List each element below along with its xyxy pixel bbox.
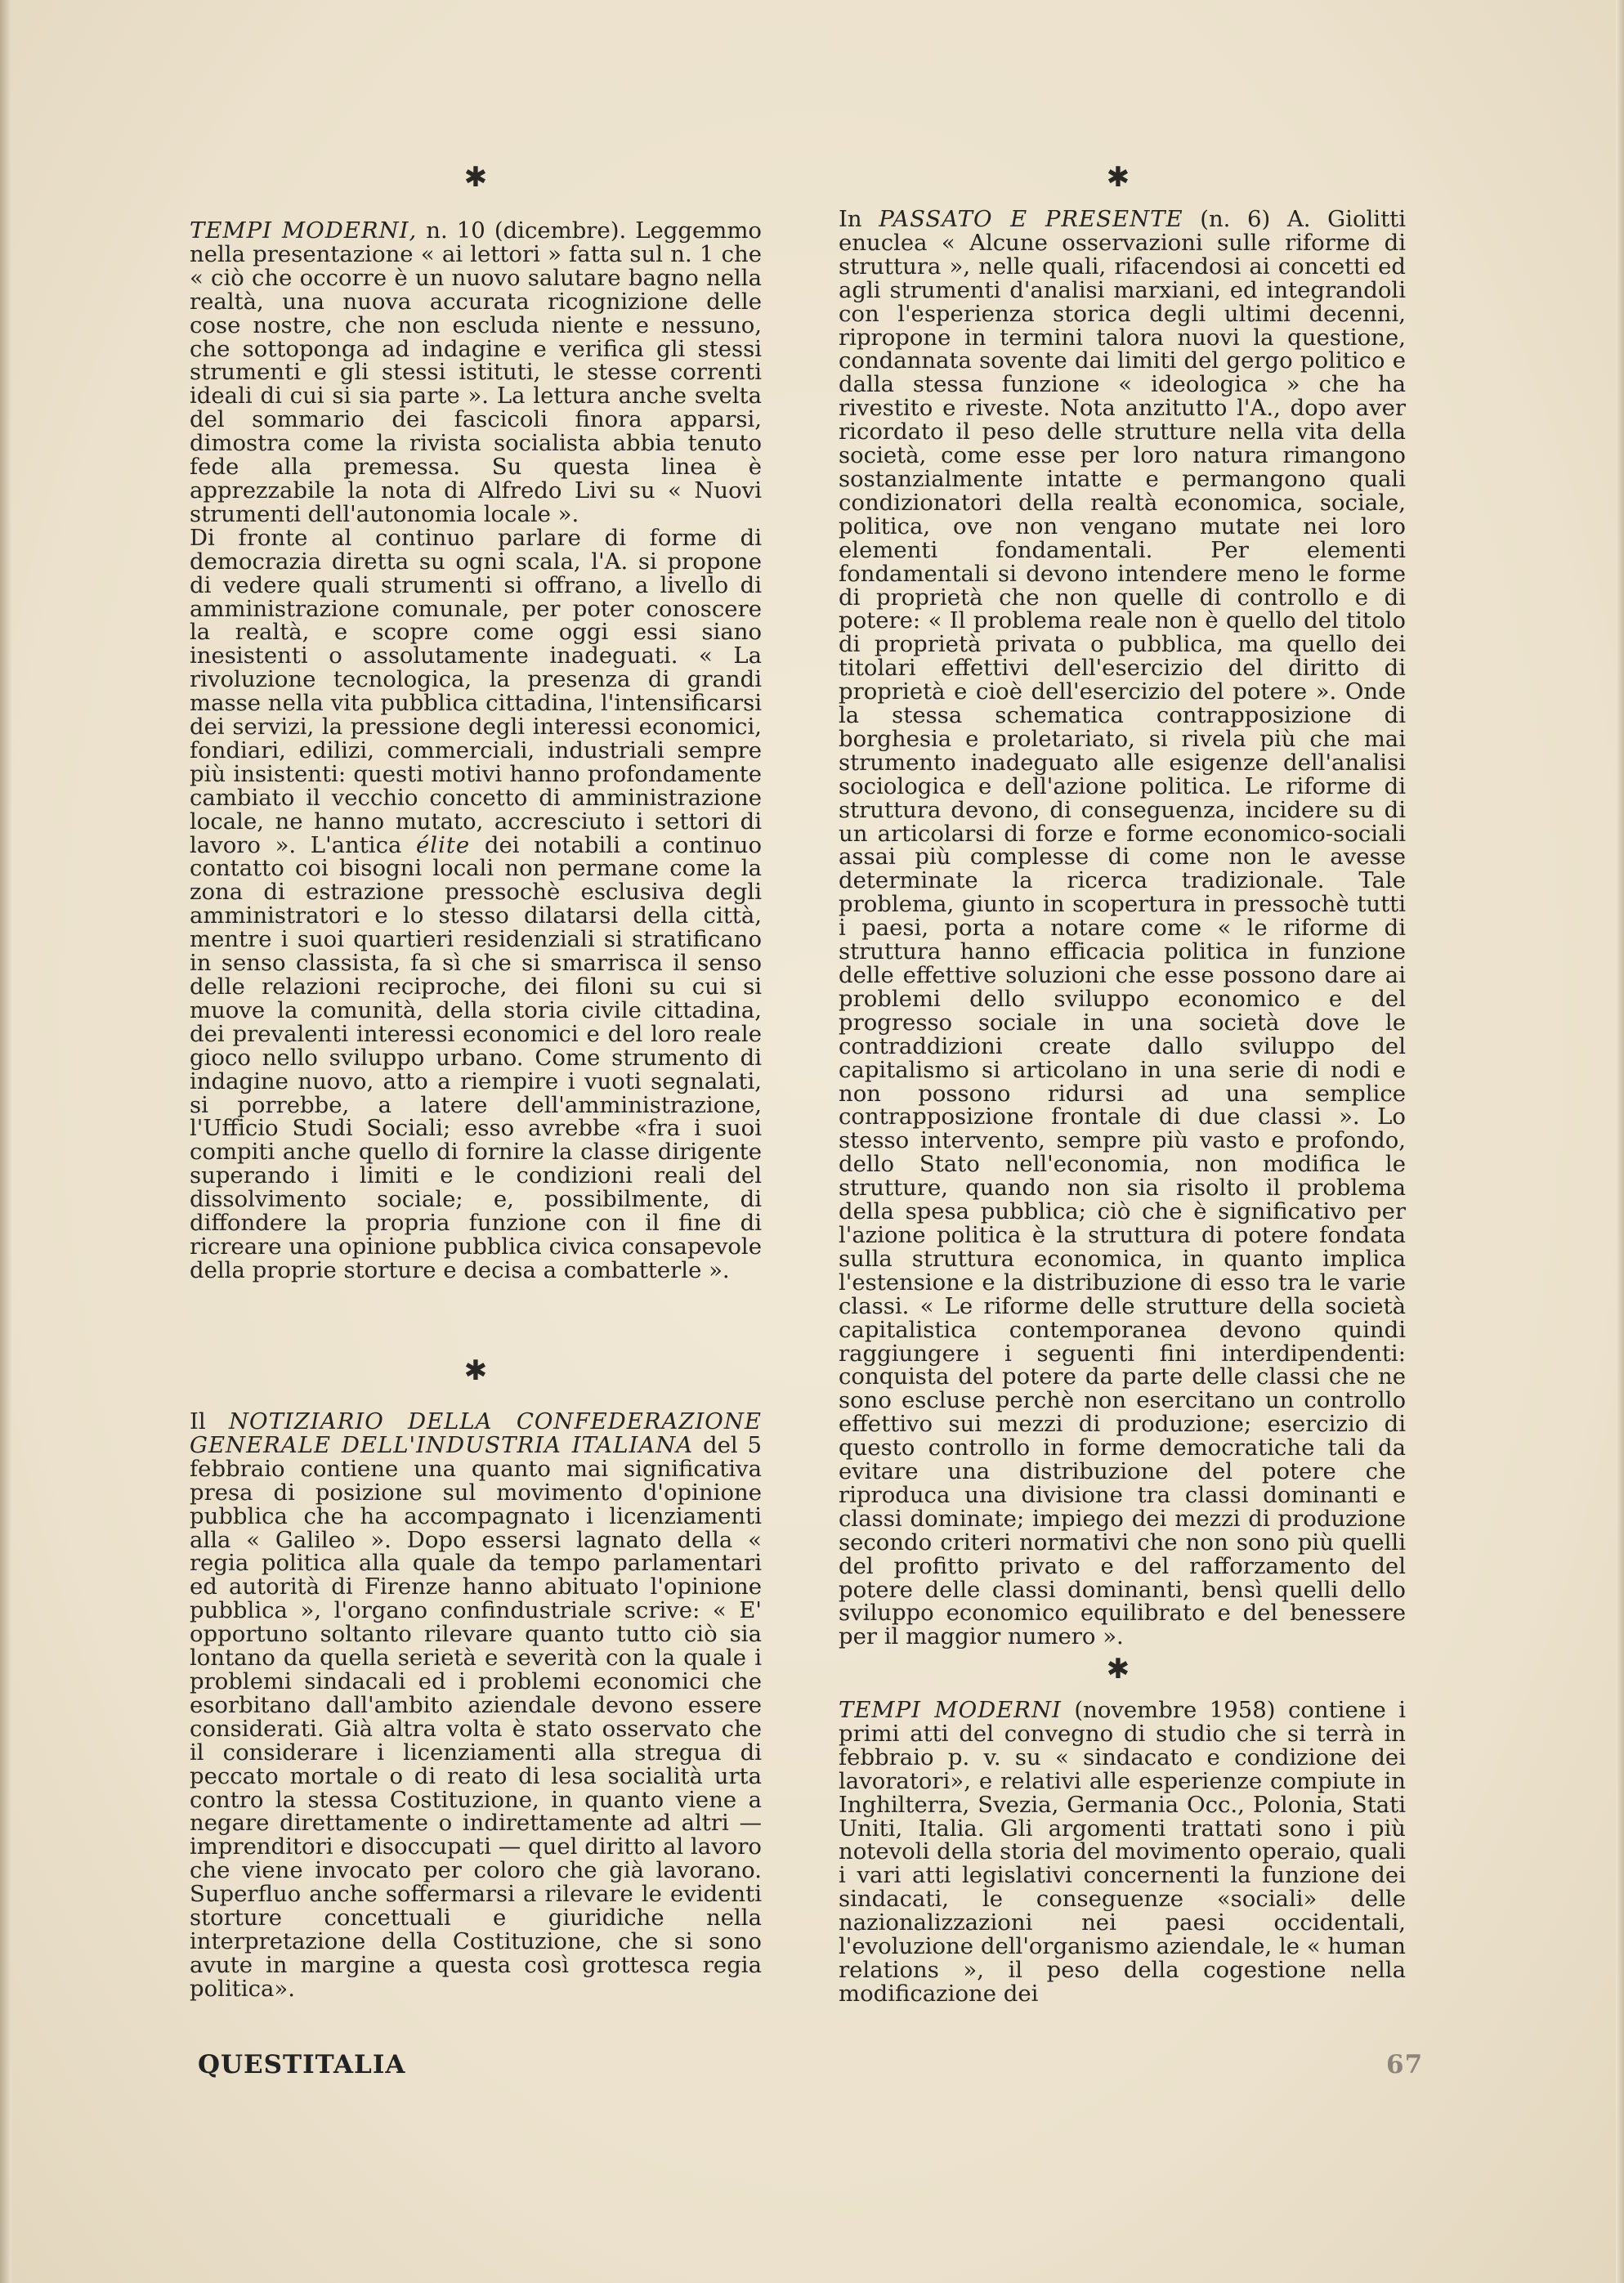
paragraph-tempi-moderni-dicembre xyxy=(190,219,762,1283)
separator-asterisk-3: ✱ xyxy=(1106,161,1130,194)
paragraph-notiziario xyxy=(190,1410,762,2001)
paragraph-passato-e-presente xyxy=(839,208,1406,1649)
publication-title: TEMPI MODERNI xyxy=(839,1697,1062,1723)
lead-word: In xyxy=(839,206,862,232)
masthead-footer: QUESTITALIA xyxy=(198,2050,406,2079)
paragraph-text: (n. 6) A. Giolitti enuclea « Alcune osservazioni sulle riforme di struttura », nelle quali, rifacendosi ai concetti ed agli strumenti d'analisi marxiani, ed integrandoli con l'esperienza storica degli ultimi decenni, ripropone in termini talora nuovi la questione, condannata sovente dai limiti del gergo politico e dalla stessa funzione « ideologica » che ha rivestito e riveste. Nota anzitutto l'A., dopo aver ricordato il peso delle strutture nella vita della società, come esse per loro natura rimangono sostanzialmente intatte e permangono quali condizionatori della realtà economica, sociale, politica, ove non vengano mutate nei loro elementi fondamentali. Per elementi fondamentali si devono intendere meno le forme di proprietà che non quelle di controllo e di potere: « Il problema reale non è quello del titolo di proprietà privata o pubblica, ma quello dei titolari effettivi dell'esercizio del diritto di proprietà e cioè dell'esercizio del potere ». Onde la stessa schematica contrapposizione di borghesia e proletariato, si rivela più che mai strumento inadeguato alle esigenze dell'analisi sociologica e dell'azione politica. Le riforme di struttura devono, di conseguenza, incidere su di un articolarsi di forze e forme economico-sociali assai più complesse di come non le avesse determinate la ricerca tradizionale. Tale problema, giunto in scopertura in pressochè tutti i paesi, porta a notare come « le riforme di struttura hanno efficacia politica in funzione delle effettive soluzioni che esse possono dare ai problemi dello sviluppo economico e del progresso sociale in una società dove le contraddizioni create dallo sviluppo del capitalismo si articolano in una serie di nodi e non possono ridursi ad una semplice contrapposizione frontale di due classi ». Lo stesso intervento, sempre più vasto e profondo, dello Stato nell'economia, non modifica le strutture, quando non sia risolto il problema della spesa pubblica; ciò che è significativo per l'azione politica è la struttura di potere fondata sulla struttura economica, in quanto implica l'estensione e la distribuzione di esso tra le varie classi. « Le riforme delle strutture della società capitalistica contemporanea devono quindi raggiungere i seguenti fini interdipendenti: conquista del potere da parte delle classi che ne sono escluse perchè non esercitano un controllo effettivo sui mezzi di produzione; esercizio di questo controllo in forme democratiche tali da evitare una distribuzione del potere che riproduca una divisione tra classi dominanti e classi dominate; impiego dei mezzi di produzione secondo criteri normativi che non sono più quelli del profitto privato e del rafforzamento del potere delle classi dominanti, bensì quelli dello sviluppo economico equilibrato e del benessere per il maggior numero ». xyxy=(839,206,1406,1650)
lead-word: Il xyxy=(190,1408,206,1435)
italic-word: élite xyxy=(416,831,471,858)
page-right-edge xyxy=(1616,0,1624,2283)
separator-asterisk-2: ✱ xyxy=(463,1354,488,1387)
publication-title: TEMPI MODERNI, xyxy=(190,217,418,244)
paragraph-text: Di fronte al continuo parlare di forme di democrazia diretta su ogni scala, l'A. si propone di vedere quali strumenti si offrano, a livello di amministrazione comunale, per poter conoscere la realtà, e scopre come oggi essi siano inesistenti o assolutamente inadeguati. « La rivoluzione tecnologica, la presenza di grandi masse nella vita pubblica cittadina, l'intensificarsi dei servizi, la pressione degli interessi economici, fondiari, edilizi, commerciali, industriali sempre più insistenti: questi motivi hanno profondamente cambiato il vecchio concetto di amministrazione locale, ne hanno mutato, accresciuto i settori di lavoro ». L'antica xyxy=(190,524,762,858)
page-number: 67 xyxy=(1386,2050,1424,2079)
separator-asterisk-4: ✱ xyxy=(1106,1653,1130,1685)
page-left-edge xyxy=(0,0,11,2283)
publication-title: PASSATO E PRESENTE xyxy=(879,206,1183,232)
paragraph-text: (novembre 1958) contiene i primi atti del convegno di studio che si terrà in febbraio p. v. su « sindacato e condizione dei lavoratori», e relativi alle esperienze compiute in Inghilterra, Svezia, Germania Occ., Polonia, Stati Uniti, Italia. Gli argomenti trattati sono i più notevoli della storia del movimento operaio, quali i vari atti legislativi concernenti la funzione dei sindacati, le conseguenze «sociali» delle nazionalizzazioni nei paesi occidentali, l'evoluzione dell'organismo aziendale, le « human relations », il peso della cogestione nella modificazione dei xyxy=(839,1697,1407,2007)
paragraph-tempi-moderni-novembre xyxy=(839,1699,1406,2006)
separator-asterisk-1: ✱ xyxy=(463,161,488,194)
paragraph-text: del 5 febbraio contiene una quanto mai significativa presa di posizione sul movimento d'opinione pubblica che ha accompagnato i licenziamenti alla « Galileo ». Dopo essersi lagnato della « regia politica alla quale da tempo parlamentari ed autorità di Firenze hanno abituato l'opinione pubblica », l'organo confindustriale scrive: « E' opportuno soltanto rilevare quanto tutto ciò sia lontano da quella serietà e severità con la quale i problemi sindacali ed i problemi economici che esorbitano dall'ambito aziendale devono essere considerati. Già altra volta è stato osservato che il considerare i licenziamenti alla stregua di peccato mortale o di reato di lesa socialità urta contro la stessa Costituzione, in quanto viene a negare direttamente o indirettamente ad altri — imprenditori e disoccupati — quel diritto al lavoro che viene invocato per coloro che già lavorano. Superfluo anche soffermarsi a rilevare le evidenti storture concettuali e giuridiche nella interpretazione della Costituzione, che si sono avute in margine a questa così grottesca regia politica». xyxy=(190,1431,762,2002)
publication-title: NOTIZIARIO DELLA CONFEDERAZIONE GENERALE DELL'INDUSTRIA ITALIANA xyxy=(190,1408,762,1458)
paragraph-text: n. 10 (dicembre). Leggemmo nella presentazione « ai lettori » fatta sul n. 1 che « ciò che occorre è un nuovo salutare bagno nella realtà, una nuova accurata ricognizione delle cose nostre, che non escluda niente e nessuno, che sottoponga ad indagine e verifica gli stessi strumenti e gli stessi istituti, le stesse correnti ideali di cui si sia parte ». La lettura anche svelta del sommario dei fascicoli finora apparsi, dimostra come la rivista socialista abbia tenuto fede alla premessa. Su questa linea è apprezzabile la nota di Alfredo Livi su « Nuovi strumenti dell'autonomia locale ». xyxy=(190,217,762,527)
paragraph-text: dei notabili a continuo contatto coi bisogni locali non permane come la zona di estrazione pressochè esclusiva degli amministratori e lo stesso dilatarsi della città, mentre i suoi quartieri residenziali si stratificano in senso classista, fa sì che si smarrisca il senso delle relazioni reciproche, dei filoni su cui si muove la comunità, della storia civile cittadina, dei prevalenti interessi economici e del loro reale gioco nello sviluppo urbano. Come strumento di indagine nuovo, atto a riempire i vuoti segnalati, si porrebbe, a latere dell'amministrazione, l'Ufficio Studi Sociali; esso avrebbe «fra i suoi compiti anche quello di fornire la classe dirigente superando i limiti e le condizioni reali del dissolvimento sociale; e, possibilmente, di diffondere la propria funzione con il fine di ricreare una opinione pubblica civica consapevole della proprie storture e decisa a combatterle ». xyxy=(190,831,763,1283)
